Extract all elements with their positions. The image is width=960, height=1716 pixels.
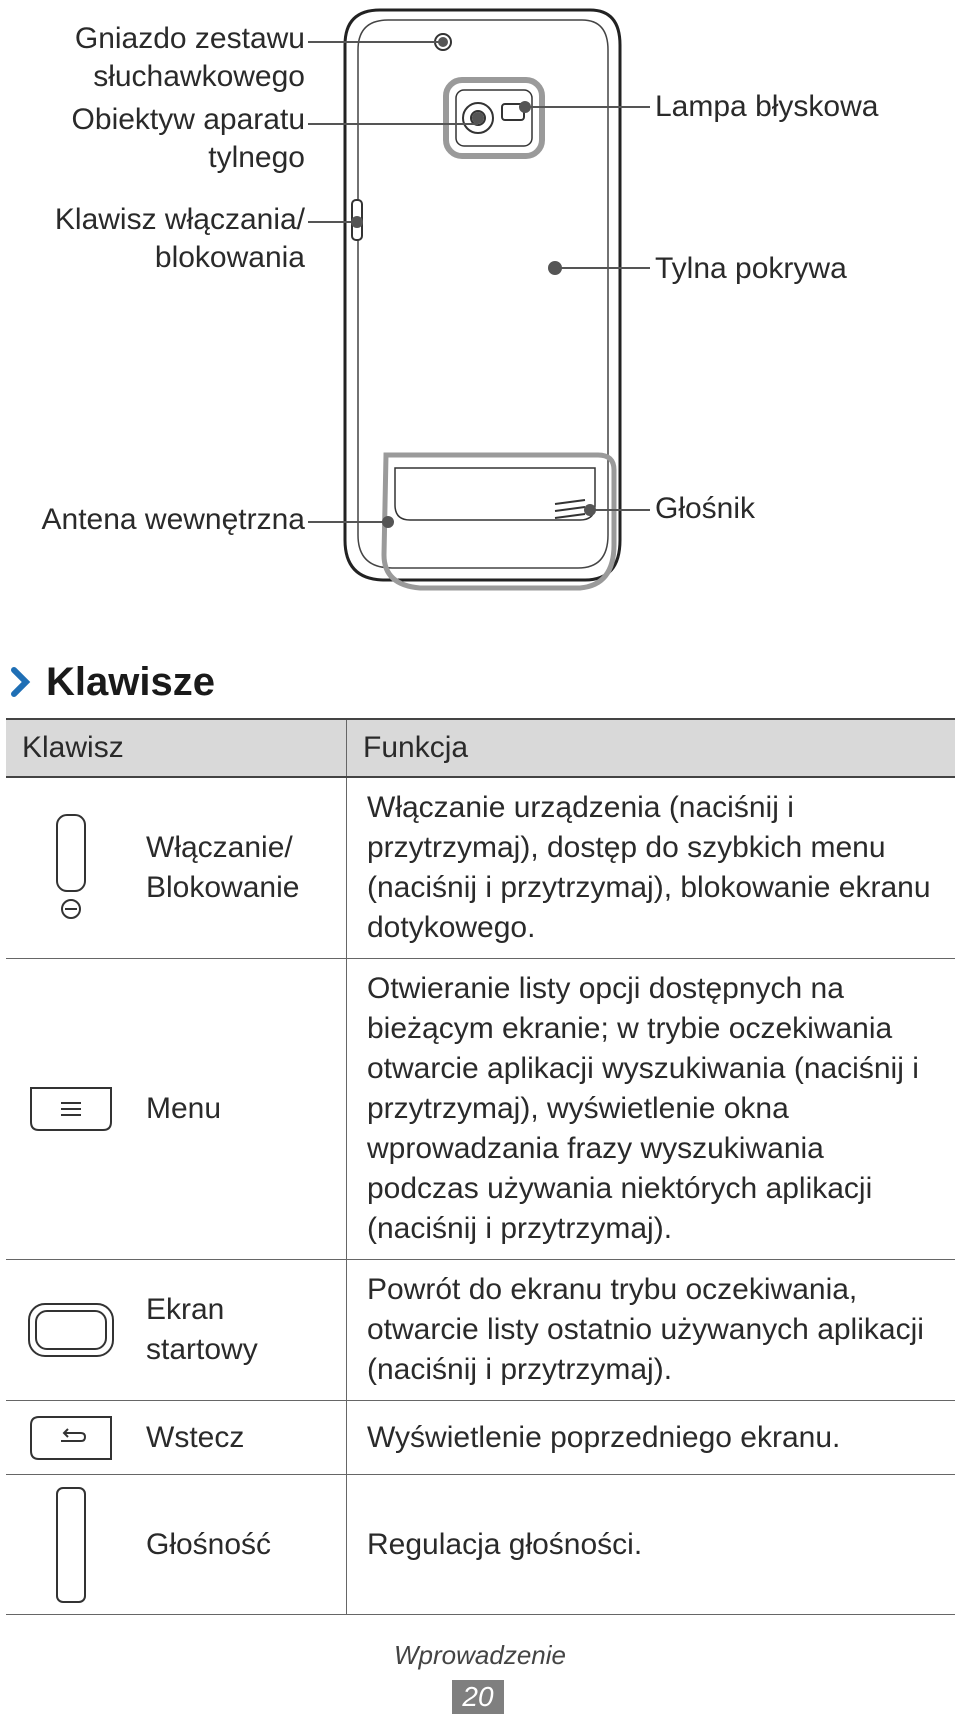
key-name: Ekran startowy xyxy=(136,1260,347,1401)
key-name: Włączanie/ Blokowanie xyxy=(136,777,347,959)
phone-back-diagram xyxy=(0,0,960,620)
table-row xyxy=(6,1401,955,1475)
flash-label: Lampa błyskowa xyxy=(655,90,879,123)
volume-key-icon xyxy=(53,1486,89,1604)
key-name: Wstecz xyxy=(136,1401,347,1475)
section-title-text: Klawisze xyxy=(46,659,215,704)
section-title xyxy=(6,656,215,708)
key-function: Wyświetlenie poprzedniego ekranu. xyxy=(347,1401,956,1475)
key-name: Menu xyxy=(136,959,347,1260)
back-key-icon xyxy=(29,1415,113,1461)
footer-section-name: Wprowadzenie xyxy=(394,1640,566,1670)
key-name: Głośność xyxy=(136,1475,347,1615)
speaker-label: Głośnik xyxy=(655,492,756,525)
power-key-label: Klawisz włączania/ blokowania xyxy=(54,203,305,274)
chevron-right-icon xyxy=(6,662,36,702)
table-row xyxy=(6,959,955,1260)
key-function: Powrót do ekranu trybu oczekiwania, otwarcie listy ostatnio używanych aplikacji (naciśnij i przytrzymaj). xyxy=(347,1260,956,1401)
menu-key-icon xyxy=(29,1086,113,1132)
home-key-icon xyxy=(27,1302,115,1358)
page-number: 20 xyxy=(452,1680,504,1714)
key-function: Otwieranie listy opcji dostępnych na bieżącym ekranie; w trybie oczekiwania otwarcie aplikacji wyszukiwania (naciśnij i przytrzymaj), wyświetlenie okna wprowadzania frazy wyszukiwania podczas używania niektórych aplikacji (naciśnij i przytrzymaj). xyxy=(347,959,956,1260)
key-function: Regulacja głośności. xyxy=(347,1475,956,1615)
table-row xyxy=(6,777,955,959)
header-function: Funkcja xyxy=(347,719,956,777)
keys-table xyxy=(6,718,955,1615)
rear-camera-label: Obiektyw aparatu tylnego xyxy=(71,103,305,174)
power-key-icon xyxy=(51,813,91,923)
table-row xyxy=(6,1475,955,1615)
antenna-label: Antena wewnętrzna xyxy=(41,503,305,536)
table-header-row xyxy=(6,719,955,777)
key-function: Włączanie urządzenia (naciśnij i przytrzymaj), dostęp do szybkich menu (naciśnij i przytrzymaj), blokowanie ekranu dotykowego. xyxy=(347,777,956,959)
back-cover-label: Tylna pokrywa xyxy=(655,252,847,285)
headset-jack-label: Gniazdo zestawu słuchawkowego xyxy=(74,22,305,93)
table-row xyxy=(6,1260,955,1401)
header-key: Klawisz xyxy=(6,719,347,777)
